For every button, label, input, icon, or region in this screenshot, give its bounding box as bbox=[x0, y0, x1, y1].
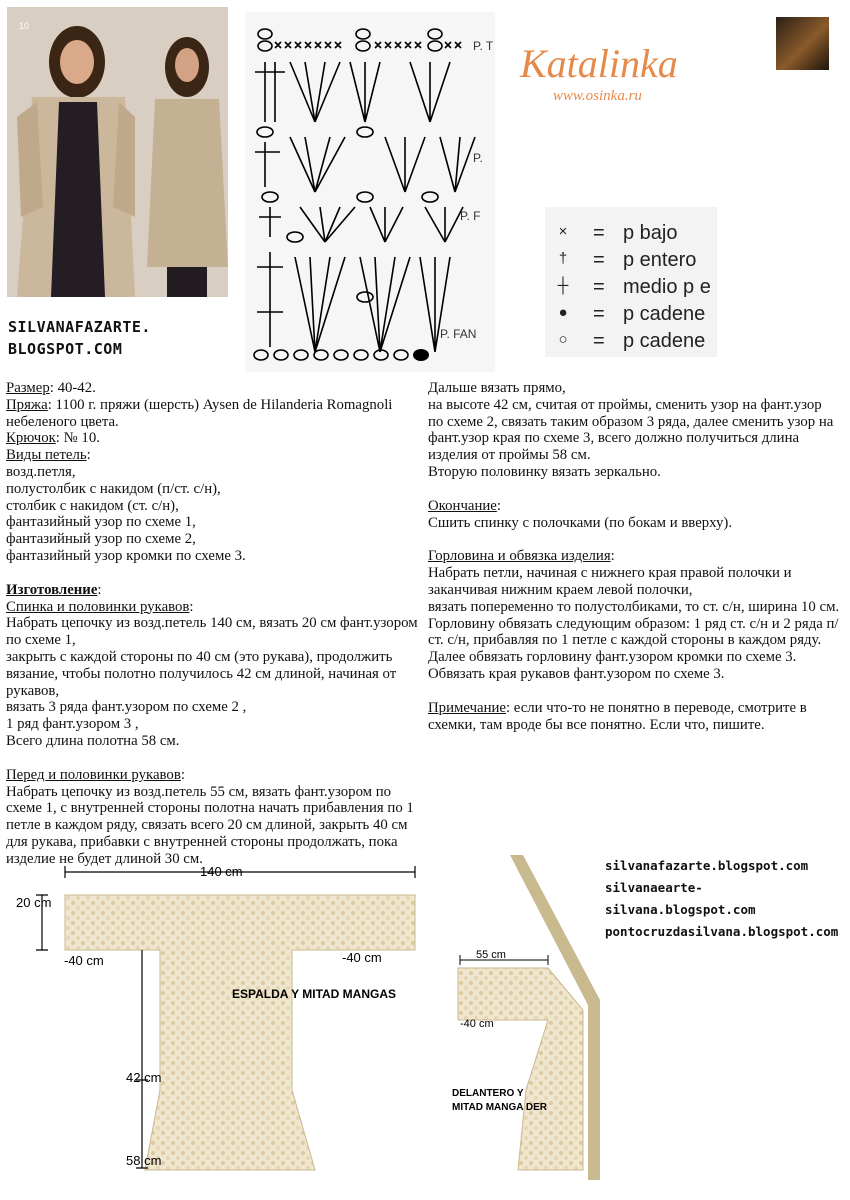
instructions-column-left: Размер: 40-42. Пряжа: 1100 г. пряжи (шерсть) Aysen de Hilanderia Romagnoli небеленого цвета. Крючок: № 10. Виды петель: возд.петля, полустолбик с накидом (п/ст. с/н), столбик с накидом (ст. с/н), фантазийный узор по схеме 1, фантазийный узор по схеме 2, фантазийный узор кромки по схеме 3. Изготовление: Спинка и половинки рукавов: Набрать цепочку из возд.петель 140 см, вязать 20 см фант.узором по схеме 1, закрыть с каждой стороны по 40 см (это рукава), продолжить вязание, чтобы полотно получилось 42 см длиной, начиная от рукавов, вязать 3 ряда фант.узором по схеме 2 , 1 ряд фант.узором 3 , Всего длина полотна 58 см. Перед и половинки рукавов: Набрать цепочку из возд.петель 55 см, вязать фант.узором по схеме 1, с внутренней стороны полотна начать прибавления по 1 петле в каждом ряду, связать всего 20 см длиной, закрыть 40 см для рукава, прибавки с внутренней стороны продолжать, пока изделие не будет длиной 30 см. bbox=[6, 380, 418, 867]
note-label: Примечание bbox=[428, 699, 506, 716]
legend-symbol-dagger: † bbox=[558, 250, 568, 267]
cat-thumbnail bbox=[776, 17, 829, 70]
neck-line: Горловину обвязать следующим образом: 1 ряд ст. с/н и 2 ряда п/ст. с/н, прибавляя по 1 петле с каждой стороны в каждом ряду. Далее обвязать горловину фант.узором кромки по схеме 3. bbox=[428, 615, 839, 666]
logo-title: Katalinka bbox=[520, 41, 678, 86]
legend-symbol-filled-dot: ● bbox=[558, 304, 568, 321]
legend-text: p bajo bbox=[623, 222, 678, 244]
stitch-item: фантазийный узор по схеме 1, bbox=[6, 514, 196, 531]
hook-label: Крючок bbox=[6, 430, 56, 447]
stitches-label: Виды петель bbox=[6, 447, 87, 464]
front-line: Дальше вязать прямо, bbox=[428, 380, 566, 396]
sleeve-left-label: -40 cm bbox=[64, 953, 104, 968]
blog-label-line2: BLOGSPOT.COM bbox=[8, 340, 123, 358]
width-label: 140 cm bbox=[200, 864, 243, 879]
blog-link[interactable]: silvanafazarte.blogspot.com bbox=[605, 858, 809, 873]
finish-label: Окончание bbox=[428, 497, 497, 514]
front-diagram bbox=[448, 850, 606, 1180]
making-label: Изготовление bbox=[6, 581, 98, 598]
chart-label-4: P. FAN bbox=[440, 327, 477, 341]
legend-item: ○ = p cadene bbox=[545, 329, 717, 355]
legend-item: × = p bajo bbox=[545, 221, 717, 247]
blog-links bbox=[605, 855, 850, 943]
back-line: закрыть с каждой стороны по 40 см (это рукава), продолжить вязание, чтобы полотно получилось 42 см длиной, начиная от рукавов, bbox=[6, 648, 397, 699]
legend-text: medio p e bbox=[623, 276, 711, 298]
blog-link[interactable]: silvanaearte-silvana.blogspot.com bbox=[605, 880, 756, 917]
size-value: : 40-42. bbox=[49, 380, 96, 396]
front-label: Перед и половинки рукавов bbox=[6, 766, 181, 783]
front-line: на высоте 42 см, считая от проймы, сменить узор на фант.узор по схеме 2, связать таким образом 3 ряда, далее сменить узор на фант.узор края по схеме 3, всего должно получиться длина изделия от проймы 58 см. bbox=[428, 396, 834, 464]
blog-label bbox=[8, 316, 151, 360]
back-line: вязать 3 ряда фант.узором по схеме 2 , bbox=[6, 699, 247, 716]
yarn-value: : 1100 г. пряжи (шерсть) Aysen de Hilanderia Romagnoli небеленого цвета. bbox=[6, 396, 393, 430]
instructions-column-right: Дальше вязать прямо, на высоте 42 см, считая от проймы, сменить узор на фант.узор по схеме 2, связать таким образом 3 ряда, далее сменить узор на фант.узор края по схеме 3, всего должно получиться длина изделия от проймы 58 см. Вторую половинку вязать зеркально. Окончание: Сшить спинку с полочками (по бокам и вверху). Горловина и обвязка изделия: Набрать петли, начиная с нижнего края правой полочки и заканчивая нижним краем левой полочки, вязать попеременно то полустолбиками, то ст. с/н, ширина 10 см. Горловину обвязать следующим образом: 1 ряд ст. с/н и 2 ряда п/ст. с/н, прибавляя по 1 петле с каждой стороны в каждом ряду. Далее обвязать горловину фант.узором кромки по схеме 3. Обвязать края рукавов фант.узором по схеме 3. Примечание: если что-то не понятно в переводе, смотрите в схемки, там вроде бы все понятно. Если что, пишите. bbox=[428, 380, 840, 733]
neck-label: Горловина и обвязка изделия bbox=[428, 548, 611, 565]
size-label: Размер bbox=[6, 380, 50, 396]
front-title-line2: MITAD MANGA DER bbox=[452, 1102, 547, 1113]
legend-symbol-open-dot: ○ bbox=[558, 331, 568, 348]
stitch-item: фантазийный узор по схеме 2, bbox=[6, 531, 196, 548]
back-text: Набрать цепочку из возд.петель 140 см, вязать 20 см фант.узором по схеме 1, bbox=[6, 615, 418, 649]
legend-symbol-cross: ┼ bbox=[557, 277, 569, 294]
legend-item: † = p entero bbox=[545, 248, 717, 274]
finish-text: Сшить спинку с полочками (по бокам и вверху). bbox=[428, 514, 733, 531]
neck-line: вязать попеременно то полустолбиками, то ст. с/н, ширина 10 см. bbox=[428, 598, 840, 615]
legend-item: ● = p cadene bbox=[545, 302, 717, 328]
stitch-item: возд.петля, bbox=[6, 463, 76, 480]
sleeve-right-label: -40 cm bbox=[342, 950, 382, 965]
front-text: Набрать цепочку из возд.петель 55 см, вязать фант.узором по схеме 1, с внутренней стороны полотна начать прибавления по 1 петле в каждом ряду, связать всего 20 см длиной, закрыть 40 см для рукава, прибавки с внутренней стороны продолжать, пока изделие не будет длиной 30 см. bbox=[6, 783, 414, 867]
legend-text: p entero bbox=[623, 249, 697, 271]
neck-line: Набрать петли, начиная с нижнего края правой полочки и заканчивая нижним краем левой полочки, bbox=[428, 565, 792, 598]
stitch-item: столбик с накидом (ст. с/н), bbox=[6, 497, 179, 514]
legend-text: p cadene bbox=[623, 303, 706, 325]
back-diagram-title: ESPALDA Y MITAD MANGAS bbox=[232, 987, 397, 1001]
stitch-item: фантазийный узор кромки по схеме 3. bbox=[6, 547, 246, 564]
front-sleeve-label: -40 cm bbox=[460, 1018, 494, 1030]
legend-item: ┼ = medio p e bbox=[545, 275, 717, 301]
blog-link[interactable]: pontocruzdasilvana.blogspot.com bbox=[605, 924, 839, 939]
blog-label-line1: SILVANAFAZARTE. bbox=[8, 318, 151, 336]
yarn-label: Пряжа bbox=[6, 396, 48, 413]
note-text: : если что-то не понятно в переводе, смотрите в схемки, там вроде бы все понятно. Если что, пишите. bbox=[428, 699, 807, 733]
back-label: Спинка и половинки рукавов bbox=[6, 598, 190, 615]
back-line: Всего длина полотна 58 см. bbox=[6, 732, 180, 749]
back-diagram bbox=[16, 850, 430, 1180]
legend-text: p cadene bbox=[623, 330, 706, 352]
front-line: Вторую половинку вязать зеркально. bbox=[428, 463, 661, 480]
chart-label-3: P. F bbox=[460, 209, 481, 223]
model-photo bbox=[7, 7, 228, 297]
back-line: 1 ряд фант.узором 3 , bbox=[6, 716, 139, 733]
stitch-item: полустолбик с накидом (п/ст. с/н), bbox=[6, 480, 221, 497]
total-height-label: 58 cm bbox=[126, 1153, 162, 1168]
neck-line: Обвязать края рукавов фант.узором по схеме 3. bbox=[428, 665, 725, 682]
front-width-label: 55 cm bbox=[476, 949, 506, 961]
stitch-chart bbox=[245, 12, 495, 372]
hook-value: : № 10. bbox=[55, 430, 100, 447]
chart-label-1: P. T bbox=[473, 39, 494, 53]
front-title-line1: DELANTERO Y bbox=[452, 1088, 524, 1099]
chart-label-2: P. bbox=[473, 151, 483, 165]
stitch-legend bbox=[545, 207, 717, 357]
logo-url: www.osinka.ru bbox=[553, 88, 642, 104]
legend-symbol-x: × bbox=[558, 223, 568, 240]
body-height-label: 42 cm bbox=[126, 1070, 162, 1085]
sleeve-height-label: 20 cm bbox=[16, 895, 52, 910]
photo-number: 10 bbox=[19, 21, 30, 31]
